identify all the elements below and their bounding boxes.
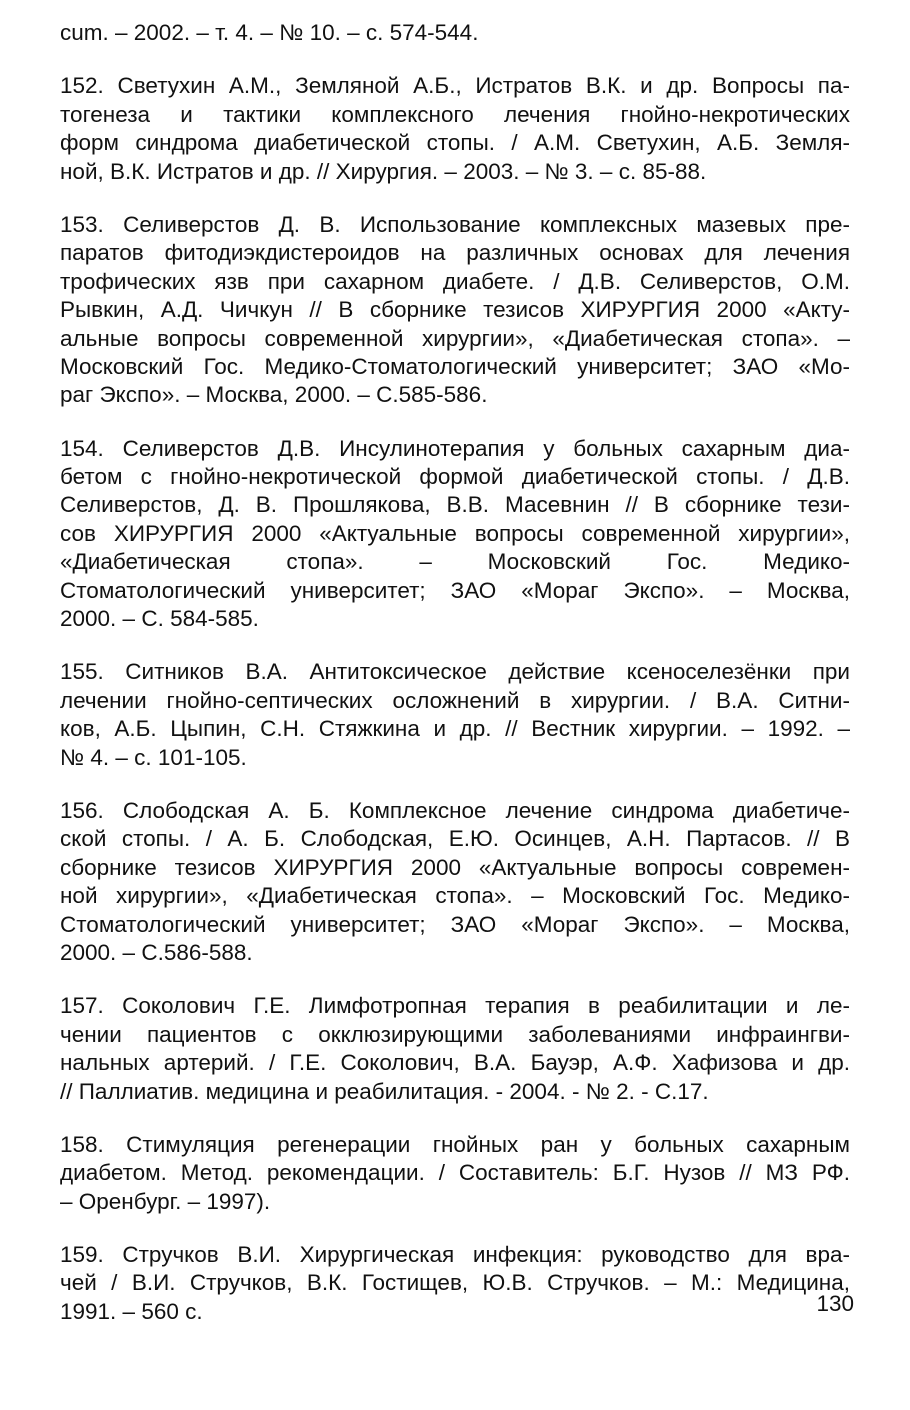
reference-line: ной хирургии», «Диабетическая стопа». – Московский Гос. Медико- [60,883,850,909]
reference-line: чении пациентов с окклюзирующими заболеваниями инфраингви- [60,1021,850,1047]
reference-line: 156. Слободская А. Б. Комплексное лечение синдрома диабетиче- [60,797,850,823]
reference-line: № 4. – с. 101-105. [60,744,247,770]
reference-line: лечении гнойно-септических осложнений в хирургии. / В.А. Ситни- [60,687,850,713]
reference-line: Селиверстов, Д. В. Прошлякова, В.В. Масевнин // В сборнике тези- [60,492,850,518]
reference-159 [60,1241,850,1326]
reference-line: чей / В.И. Стручков, В.К. Гостищев, Ю.В. Стручков. – М.: Медицина, [60,1270,850,1296]
reference-line: 153. Селиверстов Д. В. Использование комплексных мазевых пре- [60,211,850,237]
reference-line: форм синдрома диабетической стопы. / А.М. Светухин, А.Б. Земля- [60,130,850,156]
reference-line: 2000. – С. 584-585. [60,606,259,632]
reference-line: Московский Гос. Медико-Стоматологический университет; ЗАО «Мо- [60,353,850,379]
reference-line: 1991. – 560 с. [60,1298,203,1324]
reference-153 [60,211,850,410]
reference-line: ной, В.К. Истратов и др. // Хирургия. – 2003. – № 3. – с. 85-88. [60,158,707,184]
reference-line: ков, А.Б. Цыпин, С.Н. Стяжкина и др. // Вестник хирургии. – 1992. – [60,716,850,742]
reference-line: раг Экспо». – Москва, 2000. – С.585-586. [60,382,488,408]
reference-line: тогенеза и тактики комплексного лечения гнойно-некротических [60,101,850,127]
reference-line: Рывкин, А.Д. Чичкун // В сборнике тезисов ХИРУРГИЯ 2000 «Акту- [60,297,850,323]
reference-line: 157. Соколович Г.Е. Лимфотропная терапия в реабилитации и ле- [60,993,850,1019]
reference-line: Стоматологический университет; ЗАО «Мораг Экспо». – Москва, [60,577,850,603]
reference-line: альные вопросы современной хирургии», «Диабетическая стопа». – [60,325,850,351]
reference-line: 2000. – С.586-588. [60,939,253,965]
continuation-line: cum. – 2002. – т. 4. – № 10. – с. 574-544. [60,20,479,45]
reference-152 [60,72,850,186]
reference-158 [60,1131,850,1216]
reference-line: ской стопы. / А. Б. Слободская, Е.Ю. Осинцев, А.Н. Партасов. // В [60,826,850,852]
reference-line: 155. Ситников В.А. Антитоксическое действие ксеноселезёнки при [60,659,850,685]
reference-line: 158. Стимуляция регенерации гнойных ран у больных сахарным [60,1131,850,1157]
reference-line: паратов фитодиэкдистероидов на различных основах для лечения [60,240,850,266]
reference-157 [60,992,850,1106]
reference-154 [60,435,850,634]
reference-line: нальных артерий. / Г.Е. Соколович, В.А. Бауэр, А.Ф. Хафизова и др. [60,1050,850,1076]
reference-line: сборнике тезисов ХИРУРГИЯ 2000 «Актуальные вопросы современ- [60,854,850,880]
reference-156 [60,797,850,967]
reference-line: сов ХИРУРГИЯ 2000 «Актуальные вопросы современной хирургии», [60,520,850,546]
reference-line: «Диабетическая стопа». – Московский Гос. Медико- [60,549,850,575]
reference-line: бетом с гнойно-некротической формой диабетической стопы. / Д.В. [60,464,850,490]
page-number: 130 [816,1291,854,1316]
bibliography-page [60,19,850,1326]
reference-line: – Оренбург. – 1997). [60,1188,271,1214]
reference-line: // Паллиатив. медицина и реабилитация. - 2004. - № 2. - С.17. [60,1078,709,1104]
reference-line: 159. Стручков В.И. Хирургическая инфекция: руководство для вра- [60,1242,850,1268]
reference-line: Стоматологический университет; ЗАО «Мораг Экспо». – Москва, [60,911,850,937]
reference-line: диабетом. Метод. рекомендации. / Составитель: Б.Г. Нузов // МЗ РФ. [60,1160,850,1186]
reference-line: 154. Селиверстов Д.В. Инсулинотерапия у больных сахарным диа- [60,435,850,461]
reference-155 [60,658,850,772]
reference-line: трофических язв при сахарном диабете. / Д.В. Селиверстов, О.М. [60,268,850,294]
reference-line: 152. Светухин А.М., Земляной А.Б., Истратов В.К. и др. Вопросы па- [60,73,850,99]
